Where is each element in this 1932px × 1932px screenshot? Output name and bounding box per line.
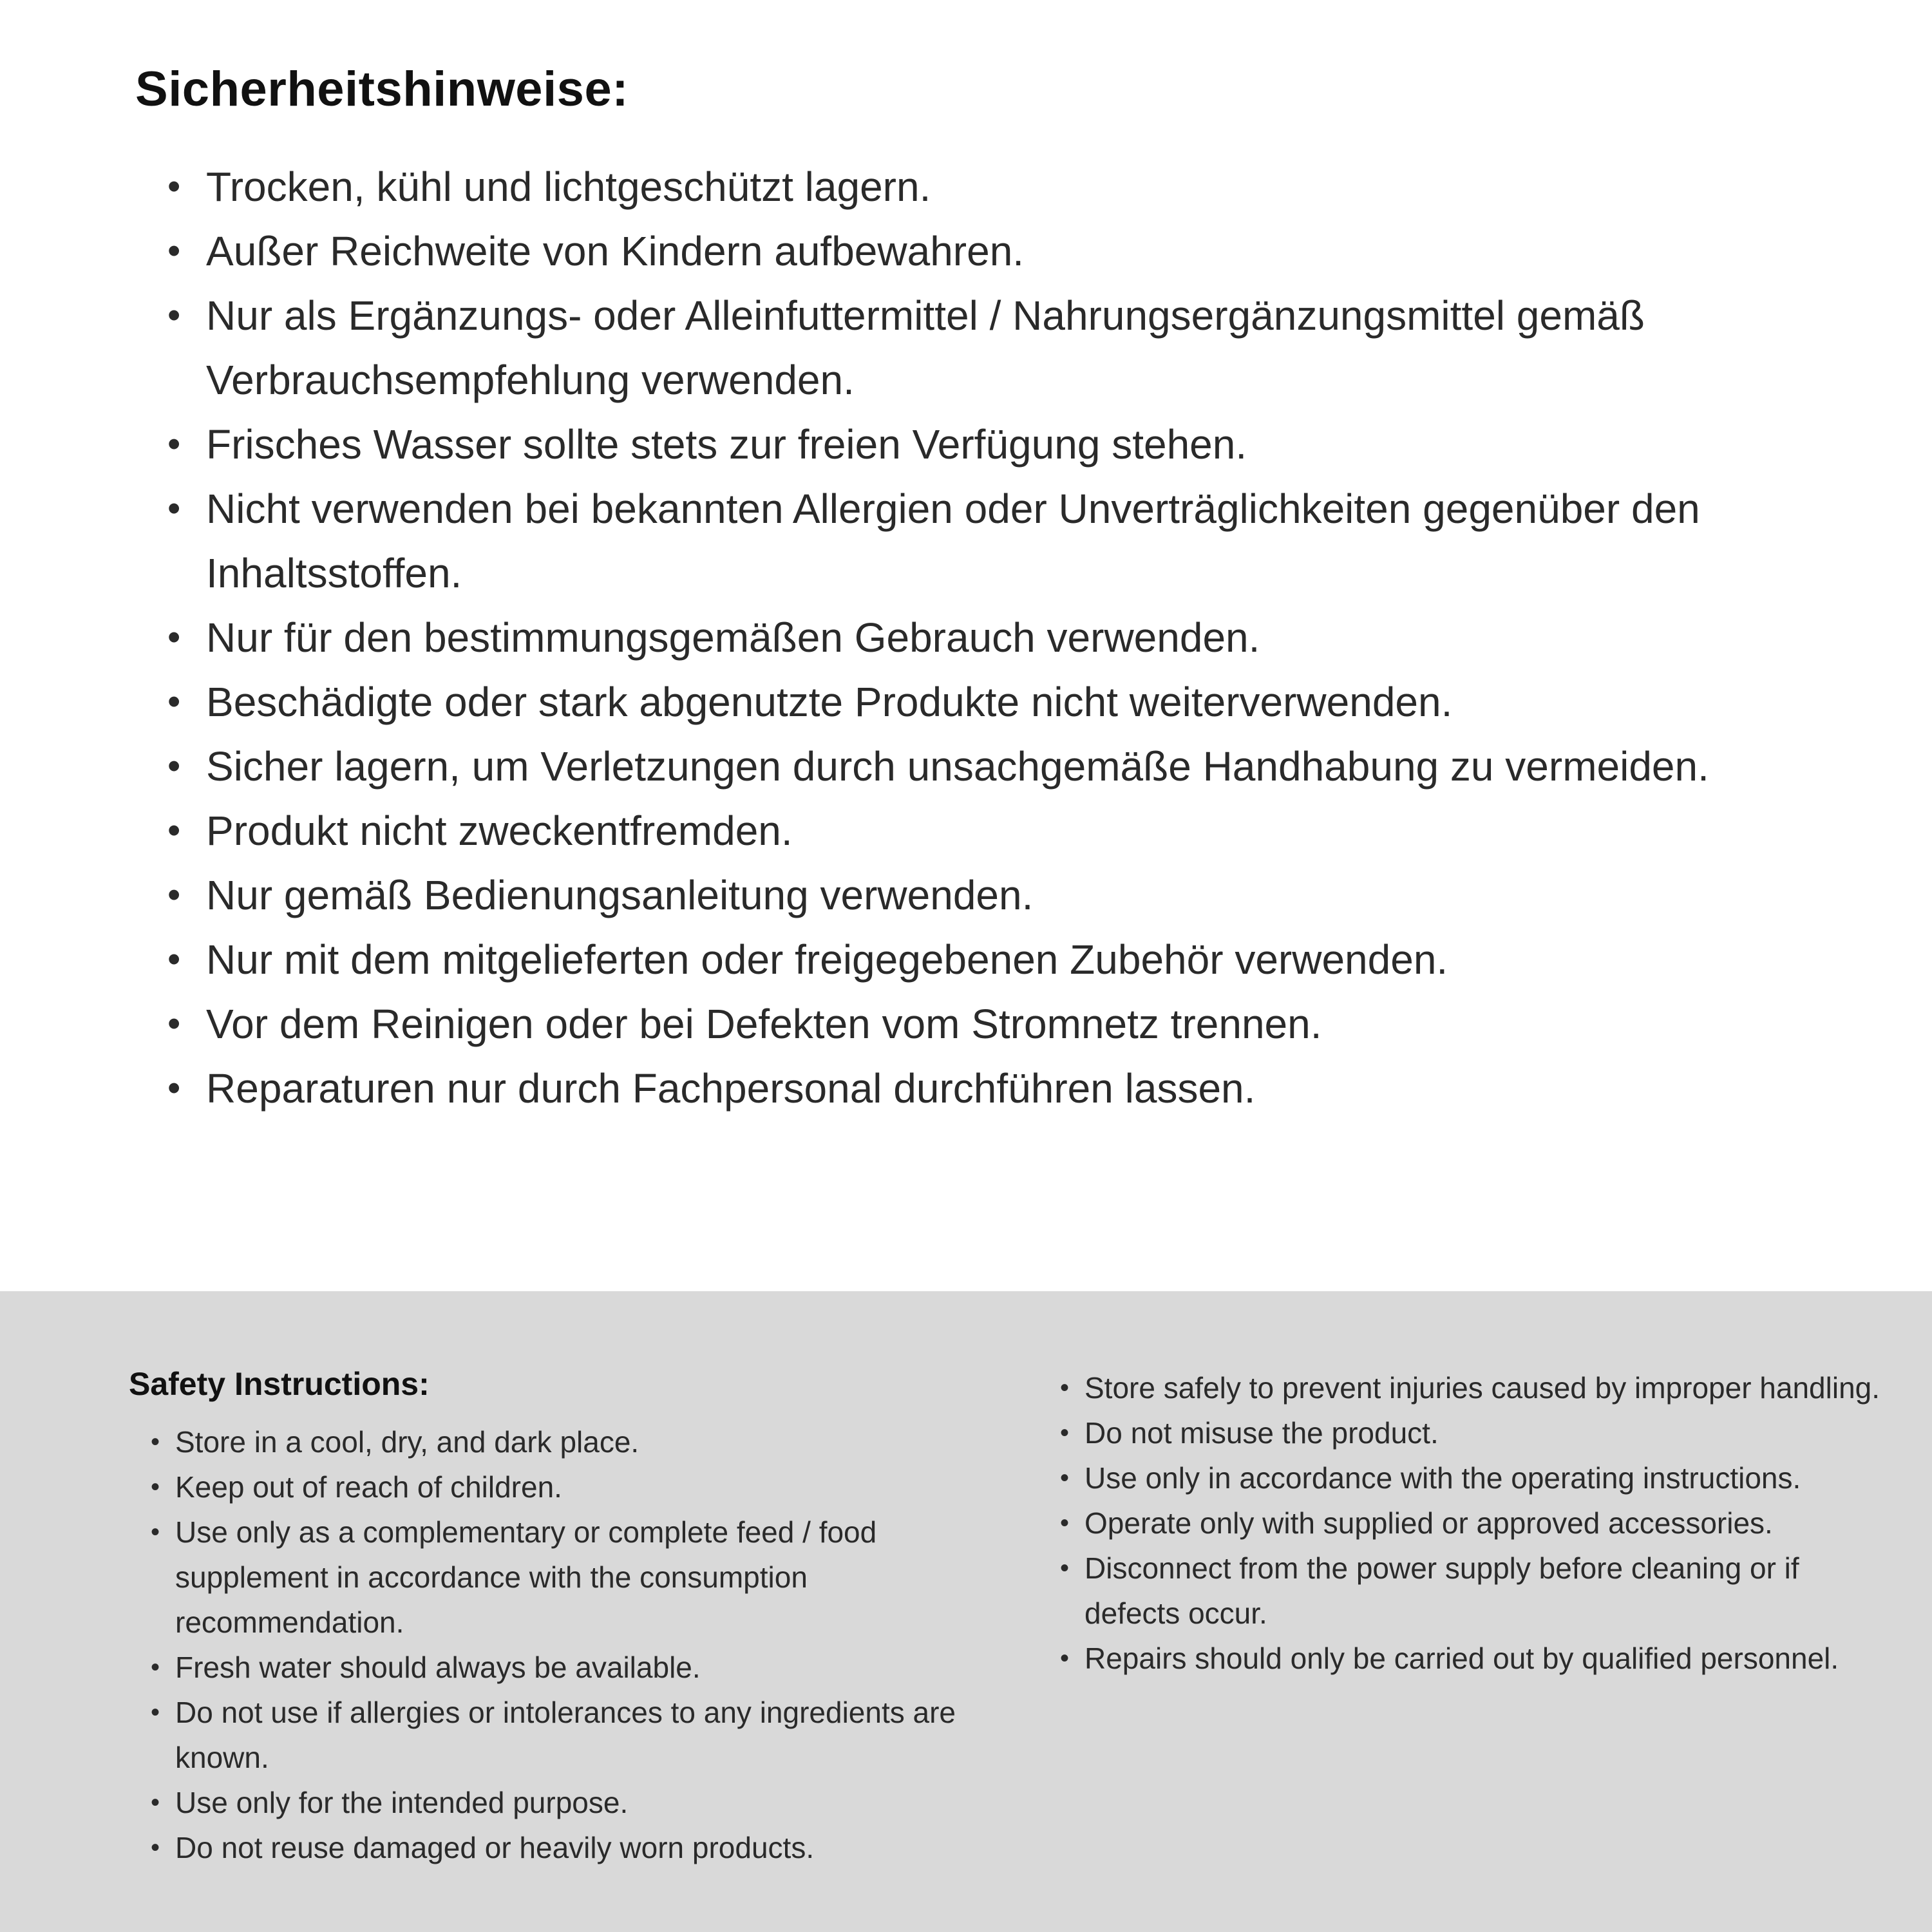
- german-list-item: • Vor dem Reinigen oder bei Defekten vom Stromnetz trennen.: [167, 992, 1790, 1056]
- german-safety-list: [135, 155, 1790, 1121]
- english-list-item: • Operate only with supplied or approved accessories.: [1056, 1501, 1900, 1546]
- german-list-item: • Frisches Wasser sollte stets zur freien Verfügung stehen.: [167, 412, 1790, 477]
- english-list-item: • Disconnect from the power supply before cleaning or if defects occur.: [1056, 1546, 1900, 1636]
- german-list-item: • Nur als Ergänzungs- oder Alleinfuttermittel / Nahrungsergänzungsmittel gemäß Verbrauchsempfehlung verwenden.: [167, 283, 1790, 412]
- german-list-item: • Trocken, kühl und lichtgeschützt lagern.: [167, 155, 1790, 219]
- english-list-item: • Use only for the intended purpose.: [147, 1780, 972, 1825]
- german-list-item: • Beschädigte oder stark abgenutzte Produkte nicht weiterverwenden.: [167, 670, 1790, 734]
- german-list-item: • Nicht verwenden bei bekannten Allergien oder Unverträglichkeiten gegenüber den Inhaltsstoffen.: [167, 477, 1790, 605]
- german-list-item: • Sicher lagern, um Verletzungen durch unsachgemäße Handhabung zu vermeiden.: [167, 734, 1790, 799]
- english-right-column: [1056, 1365, 1900, 1932]
- german-list-item: • Außer Reichweite von Kindern aufbewahren.: [167, 219, 1790, 283]
- english-list-item: • Do not use if allergies or intolerances to any ingredients are known.: [147, 1690, 972, 1780]
- english-list-item: • Use only as a complementary or complete feed / food supplement in accordance with the consumption recommendation.: [147, 1510, 972, 1645]
- english-list-item: • Do not misuse the product.: [1056, 1410, 1900, 1455]
- english-list-item: • Store safely to prevent injuries caused by improper handling.: [1056, 1365, 1900, 1410]
- english-list-item: • Fresh water should always be available.: [147, 1645, 972, 1690]
- english-section-title: Safety Instructions:: [129, 1366, 430, 1402]
- german-list-item: • Nur für den bestimmungsgemäßen Gebrauch verwenden.: [167, 605, 1790, 670]
- english-list-item: • Keep out of reach of children.: [147, 1464, 972, 1510]
- english-list-item: • Do not reuse damaged or heavily worn products.: [147, 1825, 972, 1870]
- german-list-item: • Nur gemäß Bedienungsanleitung verwenden.: [167, 863, 1790, 927]
- english-list-item: • Store in a cool, dry, and dark place.: [147, 1419, 972, 1464]
- english-list-item: • Use only in accordance with the operating instructions.: [1056, 1455, 1900, 1501]
- english-list-item: • Repairs should only be carried out by qualified personnel.: [1056, 1636, 1900, 1681]
- german-section-title: Sicherheitshinweise:: [135, 62, 629, 117]
- german-list-item: • Produkt nicht zweckentfremden.: [167, 799, 1790, 863]
- english-safety-list-left: [129, 1419, 972, 1870]
- english-safety-section: [0, 1291, 1932, 1932]
- german-list-item: • Nur mit dem mitgelieferten oder freigegebenen Zubehör verwenden.: [167, 927, 1790, 992]
- english-safety-list-right: [1056, 1365, 1900, 1681]
- german-list-item: • Reparaturen nur durch Fachpersonal durchführen lassen.: [167, 1056, 1790, 1121]
- english-left-column: [129, 1365, 972, 1932]
